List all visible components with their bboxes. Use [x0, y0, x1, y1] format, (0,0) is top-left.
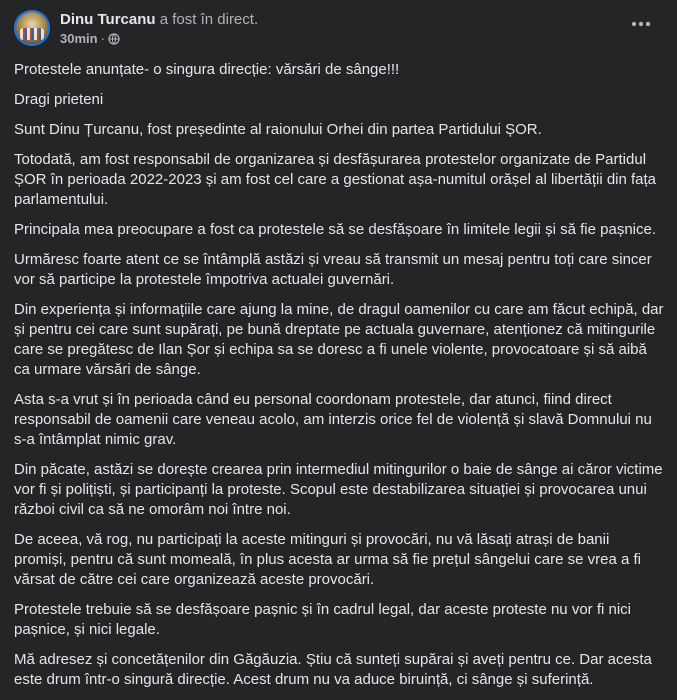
post-paragraph: Protestele trebuie să se desfășoare pașnic și în cadrul legal, dar aceste proteste nu vor fi nici pașnice, și nici legale.: [14, 601, 631, 638]
post-paragraph: Principala mea preocupare a fost ca protestele să se desfășoare în limitele legii și să fie pașnice.: [14, 221, 657, 238]
author-line: [60, 11, 258, 28]
post-header: [12, 8, 665, 48]
post-paragraph: Dragi prieteni: [14, 91, 104, 108]
post-paragraph: Protestele anunțate- o singura direcție: vărsări de sânge!!!: [14, 61, 400, 78]
post-timestamp[interactable]: 30min: [60, 31, 98, 46]
more-options-icon[interactable]: [627, 10, 655, 38]
globe-icon[interactable]: [108, 33, 120, 45]
meta-separator: ·: [100, 31, 105, 46]
post-paragraph: Asta s-a vrut și în perioada când eu personal coordonam protestele, dar atunci, fiind direct responsabil de oamenii care veneau acolo, am interzis orice fel de violență și slavă Domnului nu s-a întâmplat nimic grav.: [14, 391, 652, 448]
post-paragraph: De aceea, vă rog, nu participați la aceste mitinguri și provocări, nu vă lăsați atrași de banii promiși, pentru că sunt momeală, în plus acesta ar urma să fie prețul sângelui care se vrea a fi vărsat de către cei care organizează aceste provocări.: [14, 531, 641, 588]
post-paragraph: Mă adresez și concetățenilor din Găgăuzia. Știu că sunteți supărai și aveți pentru ce. Dar acesta este drum într-o singură direcție. Acest drum nu va aduce biruință, ci sânge și suferință.: [14, 651, 652, 688]
author-avatar[interactable]: [14, 10, 50, 46]
post-paragraph: Sunt Dinu Țurcanu, fost președinte al raionului Orhei din partea Partidului ȘOR.: [14, 121, 542, 138]
post-meta: [60, 31, 120, 46]
post-paragraph: Din păcate, astăzi se dorește crearea prin intermediul mitingurilor o baie de sânge ai căror victime vor fi și polițiști, și participanți la proteste. Scopul este destabilizarea situației și provocarea unui război civil ca să ne omorâm noi între noi.: [14, 461, 663, 518]
post-action-text: a fost în direct.: [159, 11, 259, 28]
post-paragraph: Urmăresc foarte atent ce se întâmplă astăzi și vreau să transmit un mesaj pentru toți care sincer vor să participe la protestele împotriva actualei guvernări.: [14, 251, 652, 288]
post-paragraph: Totodată, am fost responsabil de organizarea și desfășurarea protestelor organizate de Partidul ȘOR în perioada 2022-2023 și am fost cel care a gestionat așa-numitul orășel al libertății din fața parlamentului.: [14, 151, 657, 208]
post-body: [14, 60, 665, 700]
author-name[interactable]: Dinu Turcanu: [60, 11, 156, 28]
post-paragraph: Din experiența și informațiile care ajung la mine, de dragul oamenilor cu care am făcut echipă, dar și pentru cei care sunt supărați, pe bună dreptate pe actuala guvernare, atenționez că mitingurile care se pregătesc de Ilan Șor și echipa sa se doresc a fi unele violente, provocatoare și să aibă ca urmare vărsări de sânge.: [14, 301, 664, 378]
